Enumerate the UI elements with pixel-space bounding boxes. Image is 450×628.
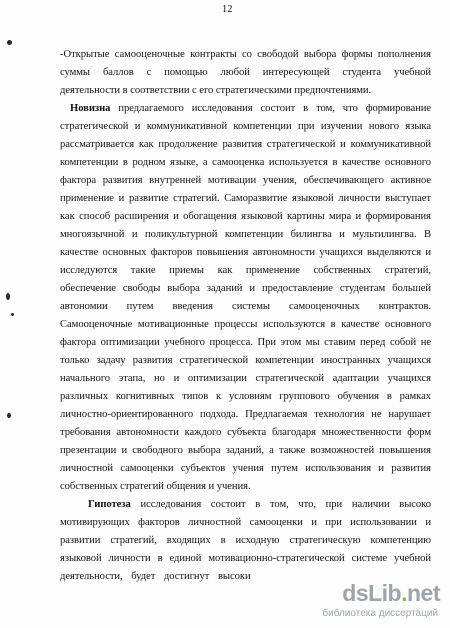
paragraph-3-line-1: Гипотеза исследования состоит в том, что, при наличии высоко [88,499,431,510]
paragraph-2-line-11: обеспечение свободы выбора заданий и предоставление студентам большей [60,283,431,294]
page-number: 12 [222,4,233,15]
scan-speck [11,313,14,316]
paragraph-2-line-8: многоязычной и поликультурной компетенции билингва и мультилингва. В [60,229,431,240]
paragraph-2-line-2: стратегической и коммуникативной компетенции при изучении нового языка [60,121,431,132]
paragraph-3-line-4: языковой личности в единой мотивационно-стратегической системе учебной [60,553,431,564]
paragraph-1-line-2: суммы баллов с помощью любой интересующей студента учебной [60,67,431,78]
paragraph-2-line-16: начального этапа, но и оптимизации стратегической адаптации учащихся [60,373,431,384]
paragraph-2-line-15: только задачу развития стратегической компетенции иностранных учащихся [60,355,431,366]
paragraph-2-line-18: личностно-ориентированного подхода. Предлагаемая технология не нарушает [60,409,431,420]
paragraph-2-line-12: автономии путем введения системы самооценочных контрактов. [60,301,431,312]
paragraph-2-line-21: личностной самооценки субъектов учения путем использования и развития [60,463,431,474]
dslib-caption: библиотека диссертаций [322,608,438,619]
scan-speck [6,293,10,300]
paragraph-2-line-4: компетенции в родном языке, а самооценка используется в качестве основного [60,157,431,168]
paragraph-3-line-5: деятельности, будет достигнут высоки [60,571,251,582]
paragraph-2-line-3: рассматривается как продолжение развития стратегической и коммуникативной [60,139,431,150]
paragraph-2-line-10: исследуются такие приемы как применение собственных стратегий, [60,265,431,276]
paragraph-2-line-9: качестве основных факторов повышения автономности учащихся выделяются и [60,247,431,258]
scan-speck [7,413,11,418]
paragraph-2-line-17: различных когнитивных типов к условиям группового обучения в рамках [60,391,431,402]
paragraph-1-line-3: деятельности в соответствии с его стратегическими предпочтениями. [60,85,372,96]
scan-speck [7,40,12,45]
paragraph-2-line-14: фактора оптимизации учебного процесса. При этом мы ставим перед собой не [60,337,431,348]
novelty-heading: Новизна [70,103,111,114]
paragraph-2-line-13: Самооценочные мотивационные процессы используются в качестве основного [60,319,431,330]
paragraph-2-line-22: собственных стратегий общения и учения. [60,481,251,492]
paragraph-1-line-1: -Открытые самооценочные контракты со свободой выбора формы пополнения [60,49,431,60]
paragraph-2-line-19: требования автономности каждого субъекта благодаря множественности форм [60,427,431,438]
hypothesis-heading: Гипотеза [88,499,131,510]
dslib-logo: dsLib.net [342,580,440,606]
dslib-watermark[interactable] [322,580,440,622]
paragraph-3-line-3: развитии стратегий, входящих в исходную стратегическую компетенцию [60,535,431,546]
paragraph-2-line-5: фактора развития внутренней мотивации учения, обеспечивающего активное [60,175,431,186]
paragraph-2-line-6: применение и развитие стратегий. Саморазвитие языковой личности выступает [60,193,431,204]
paragraph-2-line-20: презентации и свободного выбора заданий, а также возможностей повышения [60,445,431,456]
paragraph-3-line-2: мотивирующих факторов личностной самооценки и при использовании и [60,517,431,528]
paragraph-2-line-1: Новизна предлагаемого исследования состоит в том, что формирование [70,103,431,114]
paragraph-2-line-7: как способ расширения и обогащения языковой картины мира и формирования [60,211,431,222]
